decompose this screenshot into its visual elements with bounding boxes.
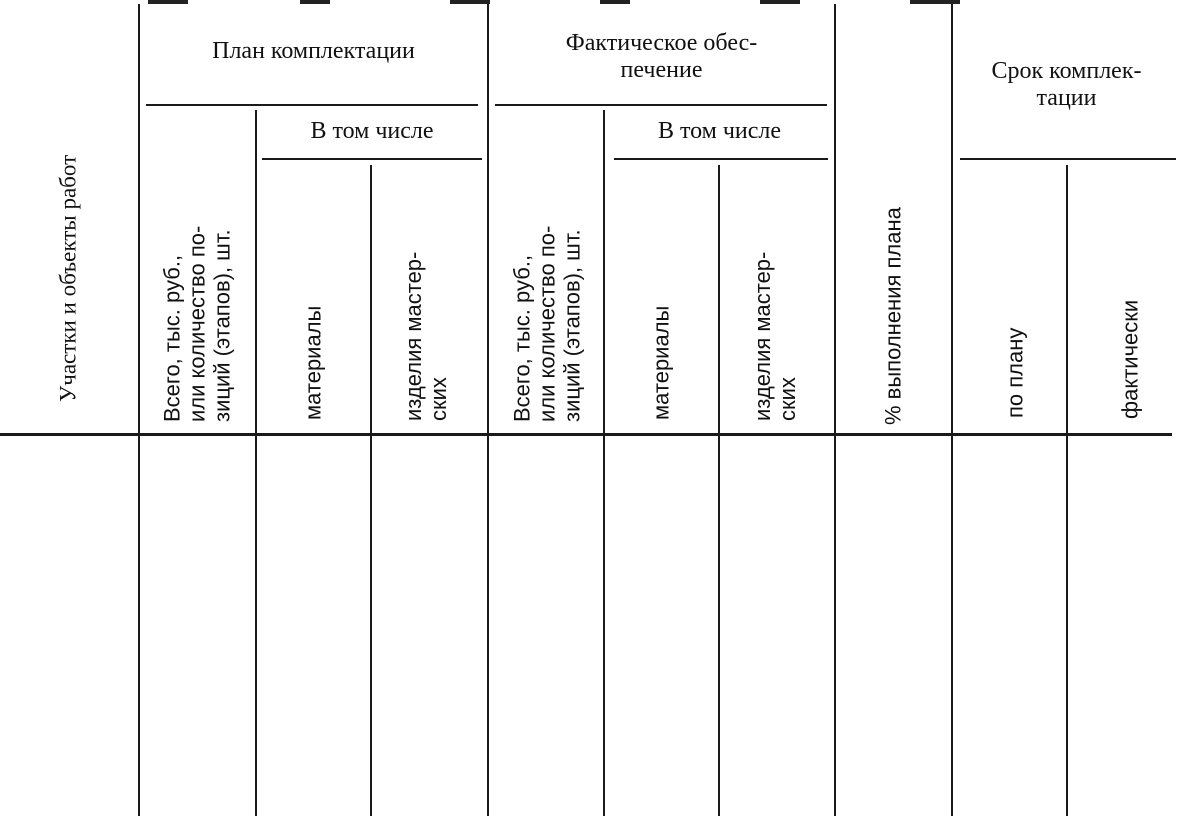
crop-mark (300, 0, 330, 4)
fact-total-header: Всего, тыс. руб., или количество по- зиций (этапов), шт. (509, 225, 585, 422)
header-rule (614, 158, 828, 160)
term-plan-header: по плану (1002, 327, 1028, 418)
column-divider (1066, 165, 1068, 816)
crop-mark (450, 0, 490, 4)
col-percent-header: % выполнения плана (880, 207, 906, 425)
header-rule (146, 104, 478, 106)
crop-mark (148, 0, 188, 4)
term-fact-header: фактически (1117, 299, 1143, 419)
group-plan-header: План комплектации (212, 38, 415, 64)
column-divider (951, 4, 953, 816)
crop-mark (760, 0, 800, 4)
column-divider (487, 4, 489, 816)
crop-mark (600, 0, 630, 4)
plan-materials-header: материалы (300, 305, 326, 420)
group-term-header: Срок комплек- тации (991, 58, 1142, 111)
sub-incl-plan-header: В том числе (310, 118, 434, 144)
column-divider (255, 110, 257, 816)
column-divider (603, 110, 605, 816)
fact-materials-header: материалы (648, 305, 674, 420)
group-fact-header: Фактическое обес- печение (565, 30, 758, 83)
column-divider (718, 165, 720, 816)
column-divider (834, 4, 836, 816)
sub-incl-fact-header: В том числе (657, 118, 782, 144)
plan-products-header: изделия мастер- ских (401, 251, 451, 421)
column-divider (138, 4, 140, 816)
header-rule (960, 158, 1176, 160)
col-objects-header: Участки и объекты работ (55, 154, 81, 402)
plan-total-header: Всего, тыс. руб., или количество по- зиций (этапов), шт. (159, 225, 235, 422)
column-divider (370, 165, 372, 816)
header-bottom-rule (0, 433, 1172, 436)
header-rule (495, 104, 827, 106)
header-rule (262, 158, 482, 160)
fact-products-header: изделия мастер- ских (750, 251, 800, 421)
